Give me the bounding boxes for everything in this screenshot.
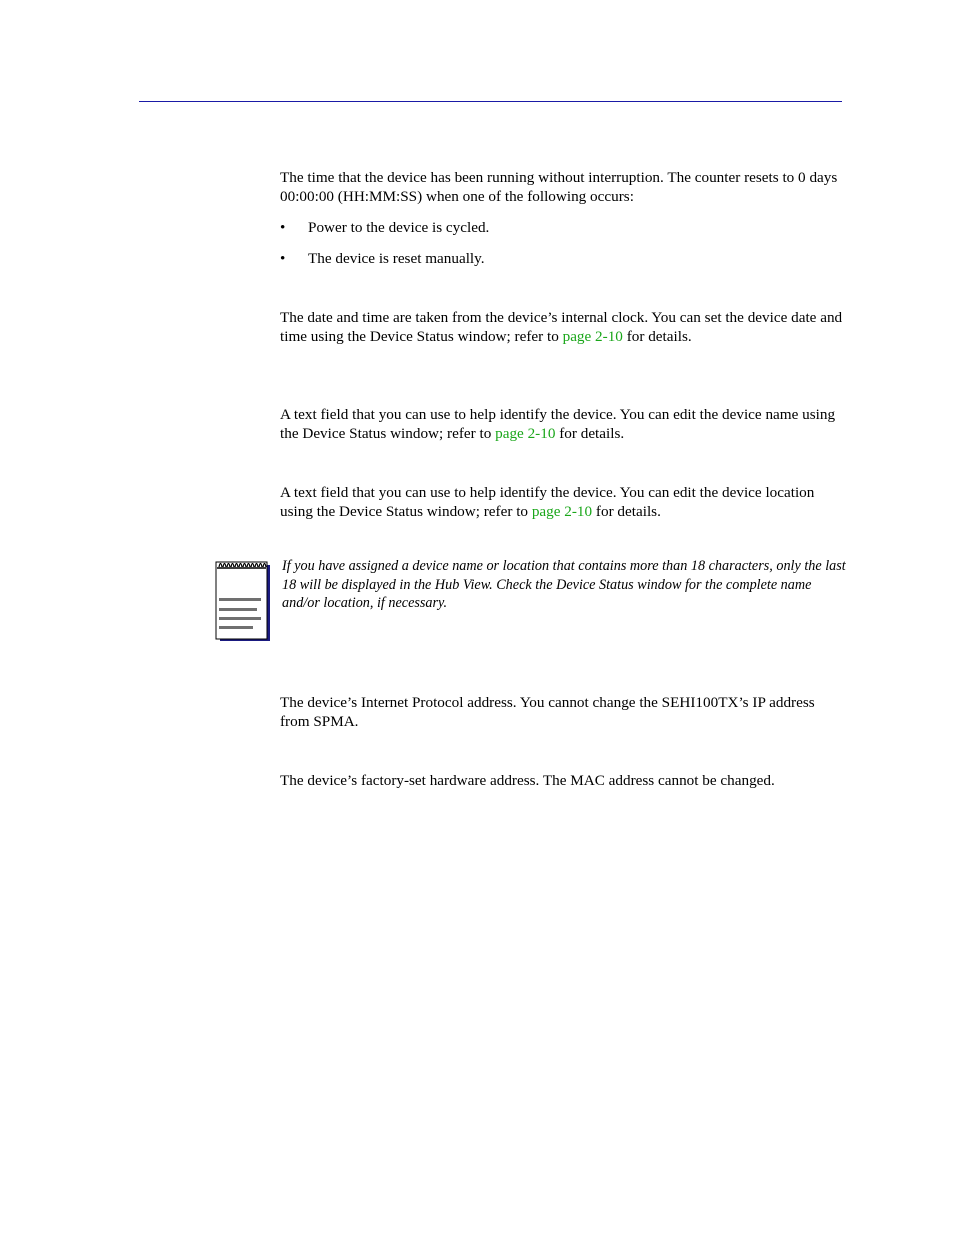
header-rule bbox=[139, 101, 842, 102]
uptime-description: The time that the device has been running without interruption. The counter resets to 0 days 00:00:00 (HH:MM:SS) when one of the following occurs: bbox=[280, 169, 838, 205]
location-description bbox=[280, 483, 845, 521]
location-text-start: A text field that you can use to help identify the device. You can edit the device location using the Device Status window; refer to bbox=[280, 484, 815, 520]
date-time-description bbox=[280, 308, 845, 346]
notepad-icon bbox=[214, 558, 272, 642]
date-time-text-end: for details. bbox=[622, 328, 692, 345]
page-2-10-link[interactable]: page 2-10 bbox=[495, 425, 556, 442]
mac-address-description: The device’s factory-set hardware address. The MAC address cannot be changed. bbox=[280, 772, 775, 789]
list-item-text: The device is reset manually. bbox=[308, 250, 485, 267]
note-text: If you have assigned a device name or location that contains more than 18 characters, only the last 18 will be displayed in the Hub View. Check the Device Status window for the complete name and/or location, if necessary. bbox=[282, 558, 846, 611]
page-2-10-link[interactable]: page 2-10 bbox=[562, 328, 623, 345]
device-name-text-start: A text field that you can use to help identify the device. You can edit the device name using the Device Status window; refer to bbox=[280, 406, 836, 442]
location-text-end: for details. bbox=[592, 503, 661, 520]
bullet-icon: • bbox=[280, 250, 286, 267]
device-name-text-end: for details. bbox=[555, 425, 625, 442]
bullet-icon: • bbox=[280, 219, 286, 236]
device-name-description bbox=[280, 405, 845, 443]
list-item-text: Power to the device is cycled. bbox=[308, 219, 490, 236]
page-2-10-link[interactable]: page 2-10 bbox=[531, 503, 593, 520]
ip-address-description: The device’s Internet Protocol address. You cannot change the SEHI100TX’s IP address from SPMA. bbox=[280, 694, 815, 730]
date-time-text-start: The date and time are taken from the device’s internal clock. You can set the device date and time using the Device Status window; refer to bbox=[280, 309, 843, 345]
